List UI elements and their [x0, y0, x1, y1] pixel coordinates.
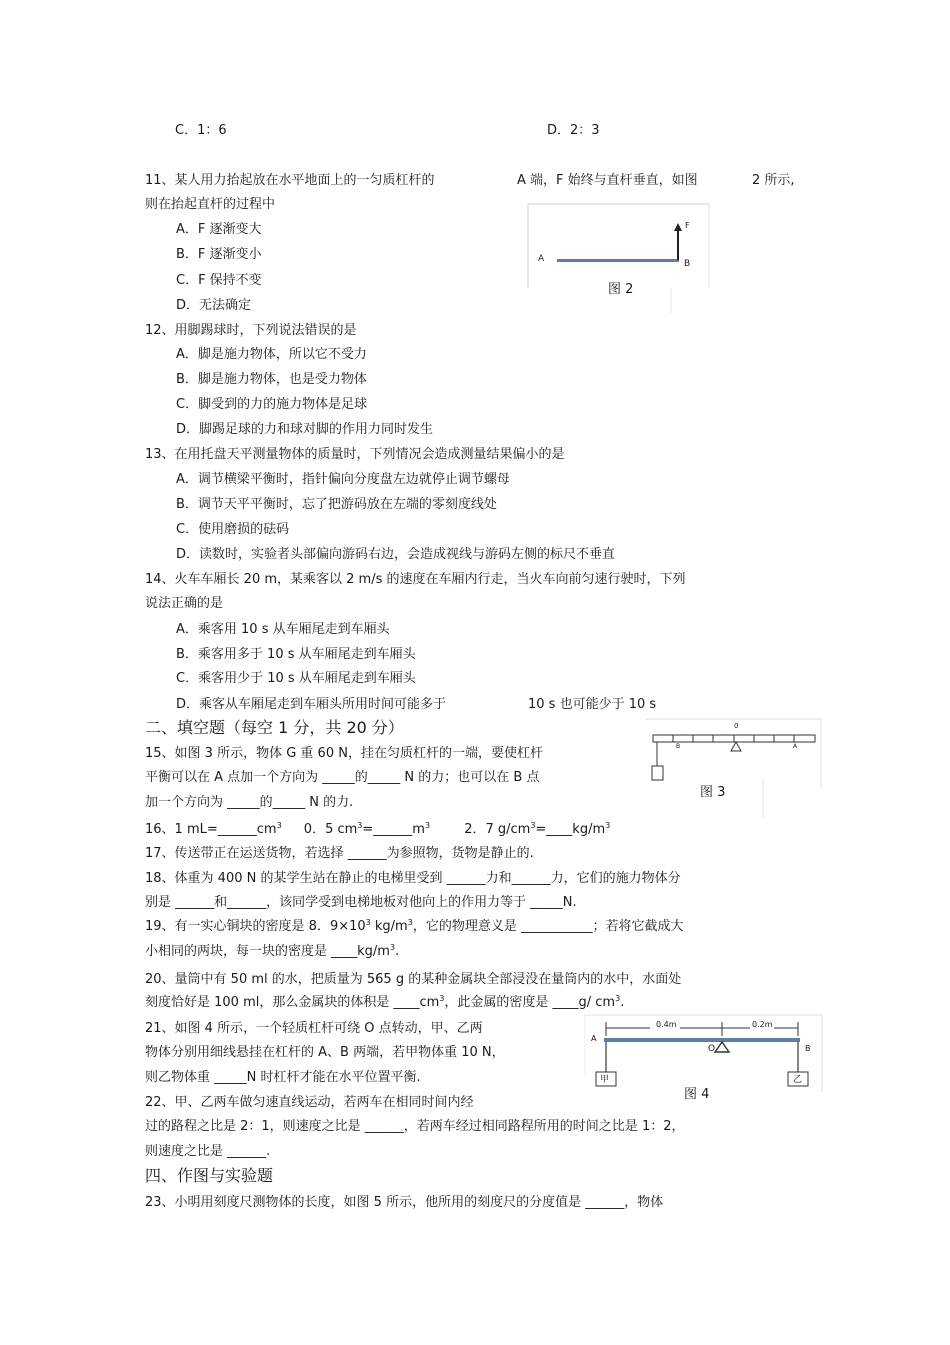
question-22-text-c: 则速度之比是 ______. [145, 1144, 271, 1159]
q19-part-1: 19、有一实心铜块的密度是 8．9×10 [145, 919, 366, 934]
q19-part-3: ，它的物理意义是 ___________；若将它截成大 [412, 919, 684, 934]
question-19-text [145, 918, 683, 936]
q20-sup-2: 3 [615, 994, 621, 1003]
question-11-text: 11、某人用力抬起放在水平地面上的一匀质杠杆的 [145, 173, 435, 188]
question-21-text-c: 则乙物体重 _____N 时杠杆才能在水平位置平衡. [145, 1070, 421, 1085]
q12-option-b: B．脚是施力物体，也是受力物体 [176, 372, 367, 387]
q13-option-b: B．调节天平平衡时，忘了把游码放在左端的零刻度线处 [176, 497, 497, 512]
option-d: D．2：3 [547, 123, 600, 138]
fig2-caption: 图 2 [608, 282, 634, 297]
q16-part-3: =______m [362, 822, 425, 837]
section-2-heading: 二、填空题（每空 1 分，共 20 分） [145, 718, 404, 737]
question-18-text: 18、体重为 400 N 的某学生站在静止的电梯里受到 ______力和______力，它们的施力物体分 [145, 871, 681, 886]
q20-part-1: 刻度恰好是 100 ml，那么金属块的体积是 ____cm [145, 995, 440, 1010]
fig3-label-o: 0 [734, 722, 739, 730]
fig4-label-b: B [805, 1044, 811, 1053]
question-16-text [145, 821, 610, 839]
fig3-caption: 图 3 [700, 785, 726, 800]
q16-sup-5: 3 [605, 821, 611, 830]
q13-option-c: C．使用磨损的砝码 [176, 522, 290, 537]
fig4-dim-right: 0.2m [752, 1020, 773, 1029]
question-14-text: 14、火车车厢长 20 m，某乘客以 2 m/s 的速度在车厢内行走，当火车向前匀速行驶时，下列 [145, 572, 686, 587]
question-23-text: 23、小明用刻度尺测物体的长度，如图 5 所示，他所用的刻度尺的分度值是 ______，物体 [145, 1195, 664, 1210]
question-11-text-c: 2 所示, [752, 173, 795, 188]
lever-rod [557, 259, 679, 262]
fig4-label-o: O [708, 1044, 716, 1054]
q20-sup-1: 3 [439, 994, 445, 1003]
q19-sup-3: 3 [389, 943, 396, 952]
question-11-text-b: A 端，F 始终与直杆垂直，如图 [517, 173, 698, 188]
q19-part-5: . [395, 944, 400, 959]
q13-option-a: A．调节横梁平衡时，指针偏向分度盘左边就停止调节螺母 [176, 472, 510, 487]
question-12-text: 12、用脚踢球时，下列说法错误的是 [145, 323, 357, 338]
q19-sup-2: 3 [407, 918, 413, 927]
q14-option-b: B．乘客用多于 10 s 从车厢尾走到车厢头 [176, 647, 416, 662]
q14-option-a: A．乘客用 10 s 从车厢尾走到车厢头 [176, 622, 390, 637]
question-21-text-b: 物体分别用细线悬挂在杠杆的 A、B 两端，若甲物体重 10 N， [145, 1045, 505, 1060]
q16-part-1: 16、1 mL=______cm [145, 822, 277, 837]
q12-option-d: D．脚踢足球的力和球对脚的作用力同时发生 [176, 422, 434, 437]
q16-sup-4: 3 [530, 821, 536, 830]
q19-part-4: 小相同的两块，每一块的密度是 ____kg/m [145, 944, 390, 959]
q16-sup-2: 3 [357, 821, 363, 830]
figure-3-diagram [645, 718, 823, 818]
fig2-label-f: F [685, 221, 690, 230]
question-19-text-b [145, 943, 399, 961]
q14-option-d-b: 10 s 也可能少于 10 s [528, 697, 657, 712]
q20-part-3: . [620, 995, 625, 1010]
q16-sup-1: 3 [276, 821, 282, 830]
fulcrum-icon [731, 742, 741, 751]
question-20-text: 20、量筒中有 50 ml 的水，把质量为 565 g 的某种金属块全部浸没在量筒内的水中，水面处 [145, 972, 682, 987]
section-4-heading: 四、作图与实验题 [145, 1166, 274, 1185]
question-20-text-b [145, 994, 624, 1012]
fig2-label-b: B [684, 259, 691, 269]
question-15-text-c: 加一个方向为 _____的_____ N 的力. [145, 795, 354, 810]
force-arrow-icon [674, 223, 682, 231]
q11-option-a: A．F 逐渐变大 [176, 222, 262, 237]
question-22-text: 22、甲、乙两车做匀速直线运动，若两车在相同时间内经 [145, 1095, 474, 1110]
question-21-text: 21、如图 4 所示，一个轻质杠杆可绕 O 点转动，甲、乙两 [145, 1021, 483, 1036]
q16-part-5: =____kg/m [535, 822, 606, 837]
pivot-icon [715, 1042, 729, 1052]
fig3-label-a: A [793, 743, 798, 750]
fig4-caption: 图 4 [684, 1087, 710, 1102]
q12-option-a: A．脚是施力物体，所以它不受力 [176, 347, 367, 362]
fig3-label-b: B [676, 743, 681, 750]
q14-option-c: C．乘客用少于 10 s 从车厢尾走到车厢头 [176, 671, 416, 686]
figure-3 [645, 718, 823, 818]
q16-sup-3: 3 [424, 821, 431, 830]
q12-option-c: C．脚受到的力的施力物体是足球 [176, 397, 368, 412]
fig4-label-a: A [591, 1034, 597, 1043]
fig2-label-a: A [538, 254, 545, 264]
fig4-object-left: 甲 [600, 1075, 610, 1085]
q16-part-4: 2．7 g/cm [464, 822, 531, 837]
q19-part-2: kg/m [370, 919, 408, 934]
question-17-text: 17、传送带正在运送货物，若选择 ______为参照物，货物是静止的. [145, 846, 534, 861]
question-22-text-b: 过的路程之比是 2：1，则速度之比是 ______，若两车经过相同路程所用的时间之比是 1：2， [145, 1119, 685, 1134]
figure-2 [527, 203, 712, 313]
q20-part-2: ，此金属的密度是 ____g/ cm [444, 995, 616, 1010]
figure-4 [584, 1014, 824, 1104]
question-13-text: 13、在用托盘天平测量物体的质量时，下列情况会造成测量结果偏小的是 [145, 447, 565, 462]
q13-option-d: D．读数时，实验者头部偏向游码右边，会造成视线与游码左侧的标尺不垂直 [176, 547, 616, 562]
q11-option-c: C．F 保持不变 [176, 273, 262, 288]
q19-sup-1: 3 [365, 918, 371, 927]
q11-option-b: B．F 逐渐变小 [176, 247, 262, 262]
fig4-object-right: 乙 [793, 1075, 803, 1085]
question-18-text-b: 别是 ______和______，该同学受到电梯地板对他向上的作用力等于 _____N. [145, 895, 577, 910]
q14-option-d: D．乘客从车厢尾走到车厢头所用时间可能多于 [176, 697, 447, 712]
question-14-text-b: 说法正确的是 [145, 596, 224, 611]
weight-g [652, 766, 663, 780]
option-c: C．1：6 [175, 123, 227, 138]
fig4-dim-left: 0.4m [656, 1020, 677, 1029]
question-15-text: 15、如图 3 所示，物体 G 重 60 N，挂在匀质杠杆的一端，要使杠杆 [145, 746, 543, 761]
q11-option-d: D．无法确定 [176, 298, 252, 313]
question-11-text-d: 则在抬起直杆的过程中 [145, 197, 276, 212]
question-15-text-b: 平衡可以在 A 点加一个方向为 _____的_____ N 的力；也可以在 B 点 [145, 770, 540, 785]
q16-part-2: 0．5 cm [303, 822, 358, 837]
lever-bar [604, 1038, 800, 1042]
